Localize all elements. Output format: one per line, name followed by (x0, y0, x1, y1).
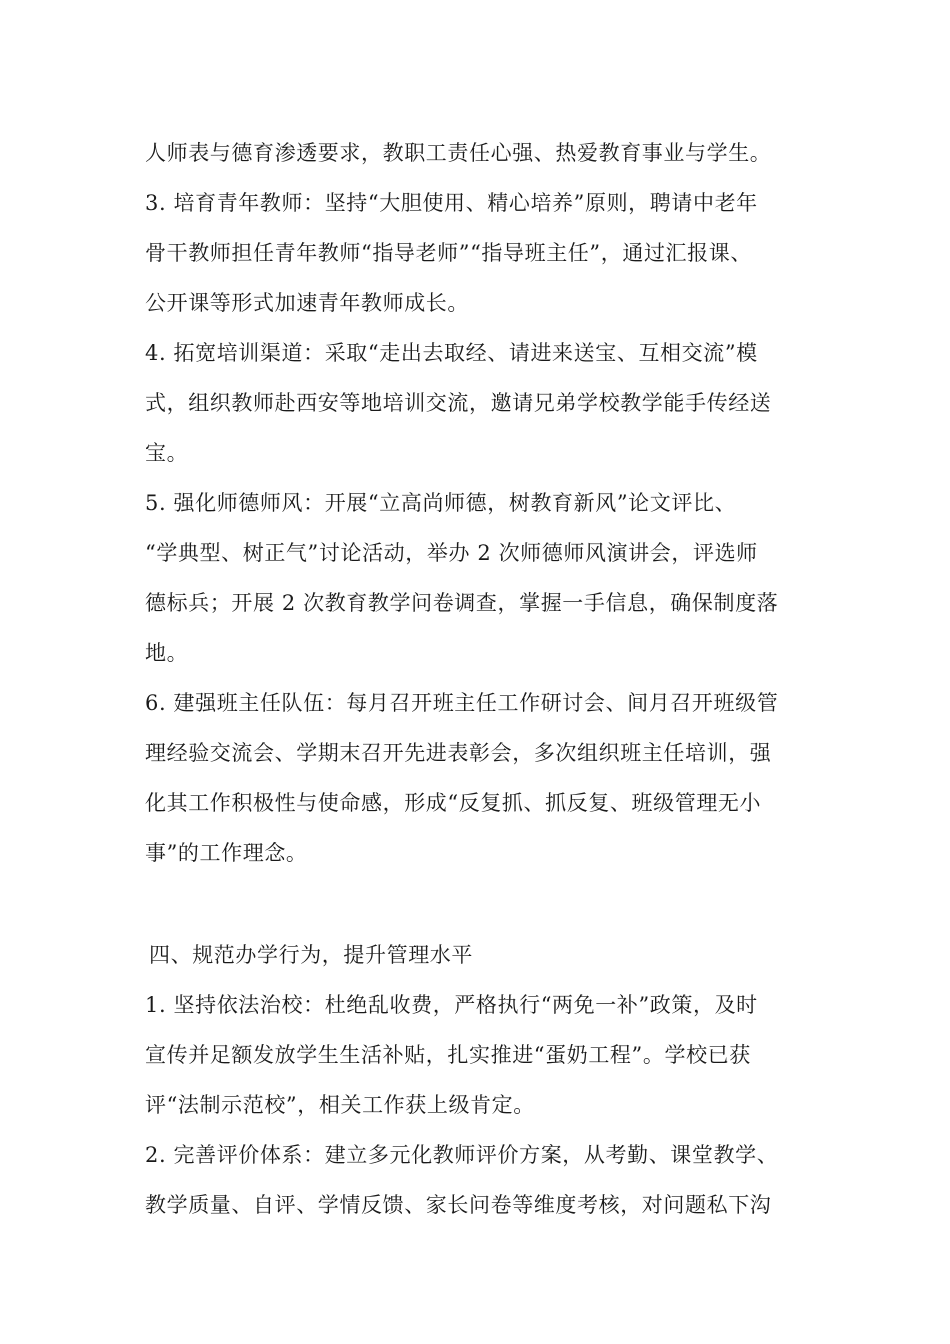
text-line: 4. 拓宽培训渠道：采取“走出去取经、请进来送宝、互相交流”模 (145, 341, 758, 365)
text-line: 5. 强化师德师风：开展“立高尚师德，树教育新风”论文评比、 (145, 491, 737, 515)
text-line: 教学质量、自评、学情反馈、家长问卷等维度考核，对问题私下沟 (145, 1193, 772, 1217)
paragraph-gap (145, 878, 835, 930)
text-line: 评“法制示范校”，相关工作获上级肯定。 (145, 1093, 535, 1117)
text-line: 理经验交流会、学期末召开先进表彰会，多次组织班主任培训，强 (145, 741, 772, 765)
text-line: 宣传并足额发放学生生活补贴，扎实推进“蛋奶工程”。学校已获 (145, 1043, 751, 1067)
text-line: 事”的工作理念。 (145, 841, 308, 865)
text-line: “学典型、树正气”讨论活动，举办 2 次师德师风演讲会，评选师 (145, 541, 758, 565)
text-line: 化其工作积极性与使命感，形成“反复抓、抓反复、班级管理无小 (145, 791, 762, 815)
text-line: 3. 培育青年教师：坚持“大胆使用、精心培养”原则，聘请中老年 (145, 191, 758, 215)
text-line: 2. 完善评价体系：建立多元化教师评价方案，从考勤、课堂教学、 (145, 1143, 779, 1167)
text-line: 宝。 (145, 441, 189, 465)
text-line: 德标兵；开展 2 次教育教学问卷调查，掌握一手信息，确保制度落 (145, 591, 779, 615)
text-line: 6. 建强班主任队伍：每月召开班主任工作研讨会、间月召开班级管 (145, 691, 779, 715)
section-heading: 四、规范办学行为，提升管理水平 (149, 943, 473, 967)
document-body (145, 128, 835, 1230)
text-line: 式，组织教师赴西安等地培训交流，邀请兄弟学校教学能手传经送 (145, 391, 772, 415)
text-line: 骨干教师担任青年教师“指导老师”“指导班主任”，通过汇报课、 (145, 241, 752, 265)
text-line: 1. 坚持依法治校：杜绝乱收费，严格执行“两免一补”政策，及时 (145, 993, 758, 1017)
text-line: 人师表与德育渗透要求，教职工责任心强、热爱教育事业与学生。 (145, 141, 772, 165)
text-line: 地。 (145, 641, 189, 665)
text-line: 公开课等形式加速青年教师成长。 (145, 291, 469, 315)
